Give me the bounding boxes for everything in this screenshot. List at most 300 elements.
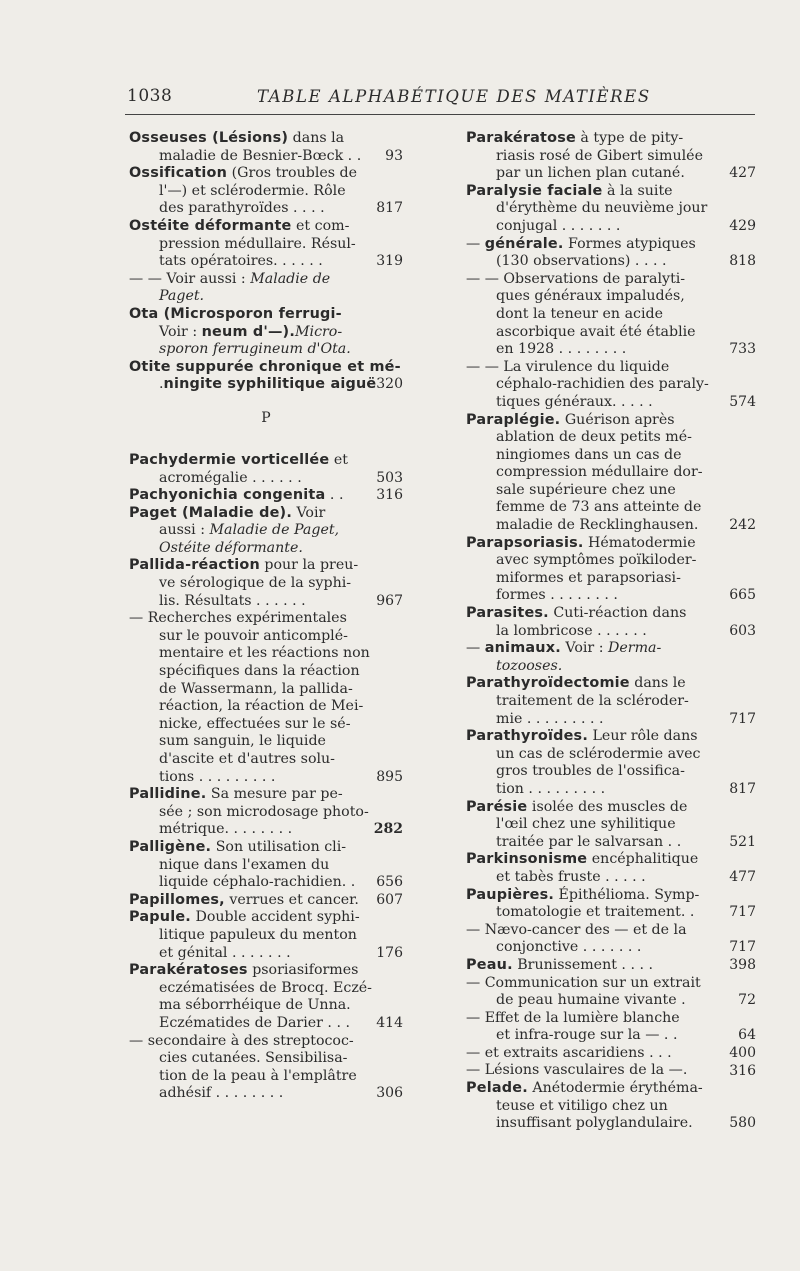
- entry-line: [129, 1068, 403, 1086]
- entry-text: Cuti-réaction dans: [548, 605, 687, 622]
- entry-text: sale supérieure chez une: [496, 481, 676, 498]
- entry-line: [466, 587, 756, 605]
- entry-text: d'ascite et d'autres solu-: [159, 751, 335, 767]
- entry-text: conjugal . . . . . . .: [496, 217, 621, 234]
- index-entry: [129, 962, 403, 1103]
- entry-text: liquide céphalo-rachidien. .: [159, 874, 356, 891]
- entry-line: [466, 253, 756, 271]
- entry-text: — Recherches expérimentales: [129, 610, 347, 627]
- index-entry: [129, 786, 403, 839]
- entry-text: un cas de sclérodermie avec: [496, 745, 701, 762]
- entry-line: [466, 939, 756, 957]
- entry-text: — Communication sur un extrait: [466, 974, 701, 991]
- entry-text: dans la: [288, 130, 345, 146]
- entry-line: [466, 922, 756, 940]
- entry-text: isolée des muscles de: [527, 798, 688, 815]
- entry-text: Voir: [291, 504, 326, 521]
- entry-line: [129, 359, 403, 377]
- entry-line: [129, 1050, 403, 1068]
- entry-line: [129, 927, 403, 945]
- page-ref: 93: [385, 147, 403, 164]
- entry-line: [466, 271, 756, 289]
- page-ref: 895: [376, 768, 403, 785]
- entry-line: [466, 200, 756, 218]
- entry-text: réaction, la réaction de Mei-: [159, 698, 364, 715]
- headword: Parathyroïdes.: [466, 728, 588, 745]
- entry-text: adhésif . . . . . . . .: [159, 1085, 284, 1102]
- entry-line: [129, 1085, 403, 1103]
- entry-text: ve sérologique de la syphi-: [159, 575, 352, 592]
- page-ref: 717: [729, 710, 756, 727]
- entry-line: [466, 499, 756, 517]
- entry-text: femme de 73 ans atteinte de: [496, 499, 702, 516]
- headword: Parésie: [466, 798, 528, 815]
- entry-line: [129, 733, 403, 751]
- index-entry: [466, 887, 756, 957]
- entry-line: [129, 945, 403, 963]
- entry-line: [129, 1033, 403, 1051]
- page-ref: 580: [729, 1115, 756, 1132]
- entry-text: tions . . . . . . . . .: [159, 768, 276, 785]
- entry-text: nicke, effectuées sur le sé-: [159, 715, 351, 732]
- entry-line: [466, 711, 756, 729]
- entry-line: [466, 623, 756, 641]
- index-entry: [466, 799, 756, 852]
- entry-line: [129, 962, 403, 980]
- headword: Paupières.: [466, 886, 554, 903]
- running-title: TABLE ALPHABÉTIQUE DES MATIÈRES: [257, 87, 651, 106]
- entry-text: verrues et cancer.: [224, 891, 359, 908]
- entry-line: [129, 271, 403, 289]
- sub-headword: neum d'—).: [201, 323, 296, 340]
- entry-line: [466, 341, 756, 359]
- page-ref: 427: [729, 165, 756, 182]
- entry-text: dont la teneur en acide: [496, 305, 664, 322]
- entry-line: [129, 909, 403, 927]
- entry-text: Sa mesure par pe-: [206, 786, 343, 803]
- entry-line: [466, 535, 756, 553]
- cross-reference: Derma-: [608, 640, 662, 657]
- headword: Pelade.: [466, 1080, 528, 1097]
- headword: Papillomes,: [129, 891, 225, 908]
- page-ref: 414: [376, 1014, 403, 1031]
- page-ref: 176: [376, 944, 403, 961]
- entry-text: mentaire et les réactions non: [159, 645, 370, 662]
- entry-line: [129, 593, 403, 611]
- entry-line: [466, 693, 756, 711]
- index-entry: [129, 487, 403, 505]
- entry-text: . .: [325, 487, 344, 504]
- cross-reference: Ostéite déformante.: [159, 539, 303, 556]
- page-ref: 242: [729, 517, 756, 534]
- entry-line: [466, 394, 756, 412]
- entry-line: [129, 306, 403, 324]
- entry-text: .: [159, 376, 164, 393]
- entry-line: [466, 869, 756, 887]
- headword: Pachyonichia congenita: [129, 487, 326, 504]
- page-ref: 72: [738, 992, 756, 1009]
- headword: Papule.: [129, 909, 191, 926]
- entry-text: l'œil chez une syhilitique: [496, 816, 676, 833]
- entry-text: (130 observations) . . . .: [496, 253, 667, 270]
- entry-line: [466, 288, 756, 306]
- entry-line: [466, 957, 756, 975]
- headword: Palligène.: [129, 838, 212, 855]
- entry-text: encéphalitique: [587, 851, 699, 868]
- index-entry: [129, 839, 403, 892]
- entry-text: teuse et vitiligo chez un: [496, 1097, 668, 1114]
- entry-line: [129, 165, 403, 183]
- entry-text: acromégalie . . . . . .: [159, 469, 302, 486]
- entry-text: Anétodermie érythéma-: [527, 1080, 703, 1097]
- page-ref: 817: [376, 200, 403, 217]
- entry-line: [129, 663, 403, 681]
- entry-text: ablation de deux petits mé-: [496, 429, 692, 446]
- entry-line: [129, 324, 403, 342]
- entry-line: [129, 839, 403, 857]
- index-entry: [466, 412, 756, 535]
- entry-line: [466, 1062, 756, 1080]
- index-entry: [466, 728, 756, 798]
- index-entry: [466, 1080, 756, 1133]
- index-entry: [466, 535, 756, 605]
- entry-text: en 1928 . . . . . . . .: [496, 341, 627, 358]
- entry-text: et: [329, 451, 348, 468]
- entry-line: [466, 552, 756, 570]
- entry-line: [466, 640, 756, 658]
- entry-text: et génital . . . . . . .: [159, 944, 291, 961]
- entry-text: ques généraux impaludés,: [496, 288, 685, 305]
- entry-line: [129, 698, 403, 716]
- entry-line: [466, 236, 756, 254]
- entry-line: [466, 218, 756, 236]
- entry-text: — Nævo-cancer des — et de la: [466, 921, 687, 938]
- headword: Paget (Maladie de).: [129, 504, 292, 521]
- entry-line: [466, 130, 756, 148]
- entry-line: [129, 769, 403, 787]
- entry-line: [129, 786, 403, 804]
- index-entry: [129, 557, 403, 786]
- headword: Parapsoriasis.: [466, 534, 584, 551]
- entry-line: [466, 799, 756, 817]
- entry-line: [129, 200, 403, 218]
- entry-line: [466, 359, 756, 377]
- entry-text: tion de la peau à l'emplâtre: [159, 1067, 357, 1084]
- headword: Osseuses (Lésions): [129, 130, 289, 146]
- headword: Paralysie faciale: [466, 182, 603, 199]
- entry-line: [129, 470, 403, 488]
- entry-text: psoriasiformes: [247, 962, 359, 979]
- entry-text: aussi :: [159, 522, 210, 539]
- entry-line: [466, 675, 756, 693]
- entry-text: et infra-rouge sur la — . .: [496, 1027, 678, 1044]
- page-number: 1038: [127, 86, 173, 106]
- entry-text: nique dans l'examen du: [159, 856, 330, 873]
- page-ref: 967: [376, 592, 403, 609]
- entry-text: de peau humaine vivante .: [496, 992, 686, 1009]
- entry-line: [466, 1045, 756, 1063]
- page-ref: 477: [729, 868, 756, 885]
- entry-text: spécifiques dans la réaction: [159, 663, 360, 680]
- entry-text: tats opératoires. . . . . .: [159, 253, 323, 270]
- entry-line: [466, 570, 756, 588]
- headword: Paraplégie.: [466, 411, 561, 428]
- entry-text: sum sanguin, le liquide: [159, 733, 326, 750]
- page-ref: 733: [729, 341, 756, 358]
- entry-line: [466, 517, 756, 535]
- index-entry: [129, 892, 403, 910]
- index-entry: [466, 130, 756, 183]
- entry-line: [466, 324, 756, 342]
- entry-line: [466, 412, 756, 430]
- cross-reference: Maladie de: [250, 270, 331, 287]
- entry-line: [466, 376, 756, 394]
- entry-text: Brunissement . . . .: [512, 956, 653, 973]
- entry-line: [466, 728, 756, 746]
- entry-text: conjonctive . . . . . . .: [496, 939, 642, 956]
- entry-text: traitée par le salvarsan . .: [496, 833, 682, 850]
- entry-text: formes . . . . . . . .: [496, 587, 618, 604]
- headword: Parakératoses: [129, 962, 248, 979]
- entry-line: [129, 130, 403, 148]
- page-ref: 717: [729, 939, 756, 956]
- index-entry: [466, 957, 756, 1080]
- page-ref: 400: [729, 1044, 756, 1061]
- headword: Pallida-réaction: [129, 557, 260, 574]
- entry-line: [129, 288, 403, 306]
- entry-line: [466, 1027, 756, 1045]
- entry-line: [466, 183, 756, 201]
- entry-line: [129, 452, 403, 470]
- index-entry: [129, 130, 403, 165]
- entry-text: Eczématides de Darier . . .: [159, 1014, 350, 1031]
- cross-reference: Micro-: [295, 323, 343, 340]
- entry-line: [466, 904, 756, 922]
- headword: Ota (Microsporon ferrugi-: [129, 305, 342, 322]
- entry-text: maladie de Besnier-Bœck . .: [159, 147, 362, 164]
- entry-text: d'érythème du neuvième jour: [496, 200, 708, 217]
- entry-line: [466, 447, 756, 465]
- headword: Parathyroïdectomie: [466, 675, 630, 692]
- page-ref: 503: [376, 469, 403, 486]
- entry-text: de Wassermann, la pallida-: [159, 680, 353, 697]
- page-ref: 282: [373, 821, 403, 838]
- cross-reference: Maladie de Paget,: [209, 522, 340, 539]
- index-entry: [129, 218, 403, 306]
- headword: Peau.: [466, 956, 513, 973]
- entry-line: [129, 980, 403, 998]
- entry-line: [466, 605, 756, 623]
- section-letter: P: [261, 409, 271, 426]
- entry-text: Épithélioma. Symp-: [554, 886, 700, 903]
- entry-text: gros troubles de l'ossifica-: [496, 763, 685, 780]
- cross-reference: sporon ferrugineum d'Ota.: [159, 341, 351, 358]
- entry-line: [129, 751, 403, 769]
- entry-line: [129, 716, 403, 734]
- entry-text: par un lichen plan cutané.: [496, 165, 685, 182]
- entry-line: [466, 781, 756, 799]
- entry-text: — secondaire à des streptococ-: [129, 1032, 354, 1049]
- sub-headword: ningite syphilitique aiguë: [163, 376, 377, 393]
- entry-line: [129, 628, 403, 646]
- page-ref: 319: [376, 253, 403, 270]
- page-ref: 817: [729, 780, 756, 797]
- entry-line: [129, 997, 403, 1015]
- entry-text: Guérison après: [560, 411, 675, 428]
- cross-reference: Paget.: [159, 288, 205, 305]
- entry-text: cies cutanées. Sensibilisa-: [159, 1050, 348, 1067]
- headword: Parakératose: [466, 130, 576, 146]
- entry-line: [466, 464, 756, 482]
- page-ref: 306: [376, 1085, 403, 1102]
- entry-text: — — Observations de paralyti-: [466, 270, 686, 287]
- entry-line: [129, 218, 403, 236]
- entry-text: Double accident syphi-: [190, 909, 360, 926]
- left-column: [129, 130, 403, 1103]
- entry-text: tomatologie et traitement. .: [496, 904, 695, 921]
- entry-line: [129, 253, 403, 271]
- entry-line: [466, 816, 756, 834]
- headword: Ostéite déformante: [129, 217, 292, 234]
- entry-line: [129, 1015, 403, 1033]
- entry-text: métrique. . . . . . . .: [159, 821, 293, 838]
- page-ref: 574: [729, 393, 756, 410]
- entry-text: —: [466, 235, 485, 252]
- page-ref: 717: [729, 904, 756, 921]
- entry-line: [129, 522, 403, 540]
- index-entry: [129, 452, 403, 487]
- page-ref: 320: [376, 376, 403, 393]
- entry-text: ma séborrhéique de Unna.: [159, 997, 351, 1014]
- entry-text: Formes atypiques: [563, 235, 696, 252]
- entry-text: Voir :: [159, 323, 202, 340]
- entry-line: [129, 341, 403, 359]
- entry-line: [466, 306, 756, 324]
- entry-line: [129, 183, 403, 201]
- entry-text: miformes et parapsoriasi-: [496, 569, 681, 586]
- entry-line: [129, 610, 403, 628]
- entry-line: [466, 429, 756, 447]
- entry-text: — — La virulence du liquide: [466, 358, 670, 375]
- page-ref: 429: [729, 217, 756, 234]
- index-entry: [129, 909, 403, 962]
- entry-text: — — Voir aussi :: [129, 270, 251, 287]
- entry-text: sée ; son microdosage photo-: [159, 803, 369, 820]
- entry-text: l'—) et sclérodermie. Rôle: [159, 182, 346, 199]
- entry-text: Voir :: [560, 640, 609, 657]
- page-ref: 316: [729, 1062, 756, 1079]
- page-ref: 603: [729, 622, 756, 639]
- entry-text: mie . . . . . . . . .: [496, 710, 604, 727]
- entry-line: [129, 148, 403, 166]
- entry-line: [129, 487, 403, 505]
- entry-text: insuffisant polyglandulaire.: [496, 1115, 693, 1132]
- entry-line: [466, 1010, 756, 1028]
- index-entry: [466, 675, 756, 728]
- index-entry: [466, 183, 756, 412]
- entry-text: la lombricose . . . . . .: [496, 622, 647, 639]
- entry-line: [466, 658, 756, 676]
- headword: Parasites.: [466, 605, 549, 622]
- index-entry: [129, 306, 403, 359]
- entry-text: — Effet de la lumière blanche: [466, 1009, 680, 1026]
- page-ref: 64: [738, 1027, 756, 1044]
- headword: Parkinsonisme: [466, 851, 588, 868]
- right-column: [466, 130, 756, 1133]
- entry-line: [466, 763, 756, 781]
- entry-line: [466, 992, 756, 1010]
- entry-text: riasis rosé de Gibert simulée: [496, 147, 703, 164]
- page-ref: 521: [729, 833, 756, 850]
- entry-text: Leur rôle dans: [588, 728, 698, 745]
- entry-line: [466, 1115, 756, 1133]
- entry-line: [129, 874, 403, 892]
- entry-line: [466, 746, 756, 764]
- entry-text: — Lésions vasculaires de la —.: [466, 1062, 688, 1079]
- headword: Pallidine.: [129, 786, 207, 803]
- entry-text: traitement de la scléroder-: [496, 693, 689, 709]
- entry-line: [129, 804, 403, 822]
- entry-text: sur le pouvoir anticomplé-: [159, 627, 348, 644]
- entry-line: [129, 575, 403, 593]
- entry-text: et com-: [291, 217, 350, 234]
- entry-text: à type de pity-: [575, 130, 684, 146]
- entry-text: tion . . . . . . . . .: [496, 780, 606, 797]
- page-ref: 818: [729, 253, 756, 270]
- cross-reference: tozooses.: [496, 657, 563, 674]
- page-ref: 656: [376, 874, 403, 891]
- sub-headword: générale.: [484, 235, 564, 252]
- entry-line: [129, 505, 403, 523]
- entry-line: [129, 645, 403, 663]
- entry-text: Hématodermie: [583, 534, 696, 551]
- headword: Pachydermie vorticellée: [129, 451, 330, 468]
- entry-text: lis. Résultats . . . . . .: [159, 592, 306, 609]
- page-ref: 665: [729, 587, 756, 604]
- entry-text: litique papuleux du menton: [159, 926, 357, 943]
- entry-text: —: [466, 640, 485, 657]
- entry-text: à la suite: [602, 182, 673, 199]
- entry-text: et tabès fruste . . . . .: [496, 868, 646, 885]
- entry-text: — et extraits ascaridiens . . .: [466, 1044, 672, 1061]
- entry-line: [129, 540, 403, 558]
- entry-line: [466, 887, 756, 905]
- entry-line: [129, 892, 403, 910]
- entry-line: [466, 482, 756, 500]
- entry-text: avec symptômes poïkiloder-: [496, 552, 697, 569]
- index-entry: [129, 165, 403, 218]
- entry-text: ascorbique avait été établie: [496, 323, 696, 340]
- entry-line: [466, 1080, 756, 1098]
- running-header: [125, 84, 755, 115]
- page-ref: 607: [376, 891, 403, 908]
- entry-text: (Gros troubles de: [227, 165, 358, 182]
- entry-line: [129, 557, 403, 575]
- entry-text: des parathyroïdes . . . .: [159, 200, 325, 217]
- index-entry: [129, 359, 403, 394]
- headword: Otite suppurée chronique et mé-: [129, 358, 401, 375]
- entry-text: pression médullaire. Résul-: [159, 235, 356, 252]
- entry-text: ningiomes dans un cas de: [496, 446, 682, 463]
- page-ref: 316: [376, 487, 403, 504]
- entry-text: dans le: [629, 675, 686, 692]
- entry-line: [466, 851, 756, 869]
- entry-line: [466, 148, 756, 166]
- headword: Ossification: [129, 165, 228, 182]
- entry-text: eczématisées de Brocq. Eczé-: [159, 979, 372, 996]
- entry-text: céphalo-rachidien des paraly-: [496, 376, 709, 393]
- sub-headword: animaux.: [484, 640, 561, 657]
